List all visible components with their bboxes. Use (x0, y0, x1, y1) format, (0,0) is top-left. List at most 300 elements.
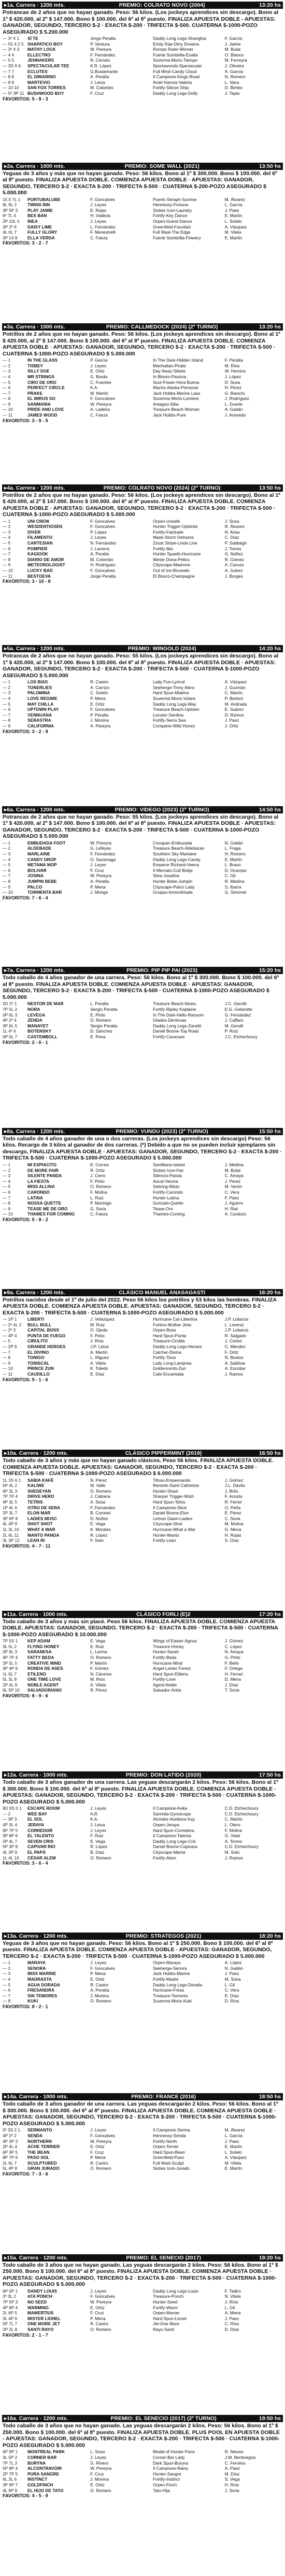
entry-pedigree: Cocapan-Embuzada (153, 840, 192, 846)
race-header (2, 2, 283, 9)
entry-jockey: F. Goncalves (90, 518, 116, 524)
entry-trainer: J. Aguirre (224, 1200, 243, 1206)
race-prize-name: PREMIO: VUNDU (2023) (2º TURNO) (116, 1128, 208, 1135)
entry-jockey: F. Goncalves (90, 2133, 116, 2138)
entry-pedigree: Locutor-Sardina (153, 712, 184, 718)
entry-previous-and-number: 1L 4º 6 (3, 1028, 16, 1034)
race-header (2, 163, 283, 170)
entry-previous-and-number: — 8 (3, 878, 11, 884)
entry-previous-and-number: 1L 4L 10 (3, 1855, 19, 1861)
entry-horse-name: NOBLE AGENT (27, 1682, 59, 1687)
entry-pedigree: Jack Hobbs-Marine Lass (153, 390, 201, 396)
entry-jockey: Sergio Peralta (90, 1023, 118, 1028)
entry-horse-name: CANDY DROP (27, 856, 56, 862)
entry-horse-name: PORTUBALUBE (27, 196, 61, 202)
entry-trainer: F. García (224, 36, 243, 41)
entry-trainer: C. Méndez (224, 1343, 246, 1349)
entry-previous-and-number: — 8 (3, 1355, 11, 1361)
entry-horse-name: PALOMINA (27, 690, 50, 696)
race-post-time: 13:20 hs (259, 2, 281, 8)
entry-trainer: E. Martín (224, 856, 243, 862)
entry-horse-name: CIRO DE ORO (27, 379, 56, 385)
entry-previous-and-number: — 4 (3, 856, 11, 862)
race-block (2, 1611, 283, 1772)
entry-trainer: A. Juárez (224, 568, 243, 574)
entry-trainer: C. Vera (224, 1189, 239, 1195)
race-conditions: Todo caballo de 3 años y más que no hayan ganado clásicos. Peso 56 kilos. FINALIZA APUESTA DOBLE. COMIENZA APUESTA DOBLE. APUESTAS: GANADOR, SEGUNDO, TERCERO $-2 · EXACTA $-200 · TRIFECTA $-500 · CUATERNA $-1000-POZO ASEGURADO $ 6.000.000 (3, 1457, 274, 1477)
entry-previous-and-number: 4P 7P 4 (3, 1654, 18, 1660)
entry-horse-name: SEVEN CRIS (27, 1838, 54, 1844)
entry-previous-and-number: 5P 8P 4 (3, 2466, 18, 2471)
entry-trainer: J. Paez (224, 207, 239, 213)
entry-jockey: N. Cáceres (90, 1671, 112, 1677)
entry-previous-and-number: — 7 (3, 1993, 11, 1998)
race-post-time: 19:20 hs (259, 2254, 281, 2261)
entry-jockey: F. Fernández (90, 1505, 116, 1510)
entry-horse-name: PUNTA DE FUEGO (27, 1333, 66, 1338)
entry-trainer: M. Álvarez (224, 196, 245, 202)
entry-jockey: F. Goncalves (90, 524, 116, 529)
entry-horse-name: MISTER LIONEL (27, 2315, 61, 2321)
entry-jockey: J. Leyes (90, 1827, 106, 1833)
entry-jockey: F. Soto (90, 1538, 104, 1543)
race-favorites: FAVORITOS: 8 - 2 - 1 (3, 2004, 48, 2009)
entry-trainer: C. Vera (224, 1987, 239, 1993)
entry-jockey: P. Mena (90, 2315, 106, 2321)
entry-horse-name: CASTEMBOLL (27, 1034, 58, 1039)
entries-table (2, 2288, 283, 2332)
entry-jockey: E. Pinto (90, 1012, 106, 1018)
entry-horse-name: BESTOEVA (27, 573, 51, 579)
entry-horse-name: KUKI (27, 1998, 38, 2004)
entry-horse-name: CAUDILLO (27, 1371, 50, 1377)
entry-jockey: F. Goncalves (90, 196, 116, 202)
entry-horse-name: BOTENSKY (27, 1028, 52, 1034)
entry-previous-and-number: 4P 2º 2 (3, 2133, 17, 2138)
entry-trainer: C.D. Etchechoury (224, 1844, 259, 1850)
entry-horse-name: RONDA DE ASES (27, 1666, 63, 1671)
entry-horse-name: SAN FOX TORRES (27, 85, 66, 91)
entry-trainer: J. Guzmán (224, 684, 246, 690)
entry-trainer: M. Gerolli (224, 1023, 244, 1028)
race-header (2, 2254, 283, 2262)
entry-horse-name: SCULPTURED (27, 2160, 57, 2166)
entry-jockey: L. Lerma (90, 1649, 107, 1655)
entry-jockey: M. Colombo (90, 85, 113, 91)
entry-horse-name: METAMA MOP (27, 862, 57, 868)
entry-trainer: H. Ríos (224, 2482, 239, 2487)
entry-previous-and-number: — 10 (3, 407, 13, 412)
entry-trainer: M. Bulat (224, 47, 241, 52)
entry-previous-and-number: 1P 4L 6 (3, 1505, 18, 1510)
race-prize-name: PREMIO: FRANCE (2016) (131, 2094, 196, 2100)
entry-horse-name: DIARIO DE AMOR (27, 556, 64, 562)
entry-pedigree: Treasure Beach-Aldebaran (153, 846, 205, 851)
entry-jockey: J. Cerro (90, 1173, 106, 1179)
entry-trainer: O. Blanco (224, 52, 244, 58)
entry-jockey: N. Fernández (90, 540, 117, 546)
entry-pedigree: Orpen-Mamer (153, 2310, 180, 2316)
entry-pedigree: Agent-Noble (153, 1682, 177, 1687)
entry-pedigree: Jet-One More (153, 2321, 179, 2327)
entry-trainer: R. Nieves (224, 2449, 244, 2455)
entry-trainer: M. Verón (224, 1184, 242, 1190)
entry-previous-and-number: — 4 4 (3, 52, 15, 58)
race-conditions: Potrillos de 2 años que no hayan ganado. Peso: 56 kilos. (Los jockeys aprendices sin descargo). Bono al 1º $ 420.000, al 2º $ 147.000. Bono $ 100.000. del 6º al 8º puesto. FINALIZA APUESTA DOBLE. COMIENZA APUESTA DOBLE · APUESTAS: GANADOR, SEGUNDO, TERCERO $-2 · EXACTA $-200 · TRIFECTA $-500 · CUATERNA $-1000-POZO ASEGURADO $ 5.000.000 (3, 492, 280, 518)
entry-horse-name: ELON MAR (27, 1510, 51, 1516)
race-block (2, 2254, 283, 2415)
entry-jockey: J. Leyes (90, 2127, 106, 2133)
entry-trainer: M. Álvarez (224, 2127, 245, 2133)
entry-jockey: M. Colombo (90, 556, 113, 562)
entry-previous-and-number: 1L 3S 6 1 (3, 1477, 21, 1483)
entry-previous-and-number: — 4 (3, 535, 11, 540)
entry-trainer: F. Ortega (224, 1666, 243, 1671)
entry-jockey: W. Pereyra (90, 401, 112, 407)
entry-pedigree: Hunter Trigger-Optimist (153, 524, 198, 529)
entry-jockey: J. Monina (90, 2477, 109, 2482)
entry-horse-name: PASO SOL (27, 2155, 50, 2160)
entry-jockey: J.P. Leiva (90, 1343, 109, 1349)
entry-previous-and-number: — 6 (3, 707, 11, 712)
entry-trainer: E. Pérez (224, 1510, 241, 1516)
entry-horse-name: SIN TEMORES (27, 1993, 58, 1998)
entry-previous-and-number: 6P 9P 1 (3, 2449, 18, 2455)
entry-jockey: P. Garcia (90, 357, 108, 363)
entry-pedigree: Orpen-Unsafe (153, 518, 180, 524)
entry-previous-and-number: — 7 (3, 1195, 11, 1200)
entry-horse-name: LATINA (27, 1195, 43, 1200)
race-header (2, 2415, 283, 2422)
entry-pedigree: Hurricane Cat-Libertina (153, 1316, 197, 1322)
entry-horse-name: MAY CHILLA (27, 701, 54, 707)
entry-trainer: A. Torres (224, 1838, 242, 1844)
entry-previous-and-number: — 3 (3, 851, 11, 856)
entry-pedigree: Tease-Oro (153, 1206, 173, 1211)
entry-jockey: E. Vega (90, 1838, 106, 1844)
entry-previous-and-number: — 1 (3, 1162, 11, 1167)
entry-pedigree: Hard Spun-Corredora (153, 1827, 194, 1833)
race-post-time: 19:50 hs (259, 2415, 281, 2422)
entry-jockey: F. Pinto (90, 1178, 105, 1184)
entry-pedigree: Il Campione-Serma (153, 2127, 190, 2133)
entry-pedigree: Il Campione-Rainy (153, 2466, 189, 2471)
race-number-distance: ▸1a. Carrera · 1200 mts. (4, 2, 65, 8)
entry-horse-name: NO SEED (27, 2299, 47, 2305)
entry-previous-and-number: 2P 5L 5 (3, 1660, 18, 1666)
entry-trainer: F. Bello (224, 1660, 239, 1666)
entry-horse-name: WESDENTIOSEN (27, 524, 63, 529)
entry-horse-name: KALIWE (27, 1483, 45, 1489)
entry-jockey: J. Monge (90, 890, 108, 895)
entry-jockey: F. Ruiz (90, 1833, 104, 1839)
entry-trainer: J. Cortez (224, 1338, 242, 1344)
entry-horse-name: VENNUANA (27, 712, 52, 718)
entry-pedigree: Day Away-Sibela (153, 368, 186, 374)
entry-jockey: A. Peralta (90, 74, 109, 80)
entry-trainer: L. Duarte (224, 401, 243, 407)
entry-pedigree: Zoust Stripe-Linda Line (153, 540, 197, 546)
entry-jockey: C. Sotelo (90, 690, 108, 696)
entry-previous-and-number: — 9 (3, 1206, 11, 1211)
entry-jockey: F. Fernández (90, 851, 116, 856)
race-favorites: FAVORITOS: 3 - 10 - 8 (3, 579, 51, 584)
entry-trainer: J.M. Bentivegna (224, 2455, 256, 2460)
entry-jockey: C. Fuentes (90, 379, 111, 385)
entry-previous-and-number: 3P 6L 3 (3, 1649, 18, 1655)
entry-jockey: Jorge Peralta (90, 36, 116, 41)
entry-trainer: C. Díaz (224, 535, 239, 540)
entry-horse-name: KEP ADAM (27, 1638, 50, 1644)
entry-trainer: N. Gaitán (224, 840, 243, 846)
entry-trainer: L. Fraga (224, 846, 241, 851)
entry-previous-and-number: 6P 3P 5 (3, 2149, 18, 2155)
entry-previous-and-number: 8P 7P 6 (3, 2155, 18, 2160)
entry-pedigree: Hunter-Latina (153, 1195, 179, 1200)
entry-horse-name: FATTY BEDA (27, 1654, 54, 1660)
entry-trainer: W. Herrera (224, 368, 246, 374)
entry-previous-and-number: 3P 6P 7 (3, 2482, 18, 2487)
entry-trainer: E. Martín (224, 2166, 243, 2171)
race-favorites: FAVORITOS: 7 - 6 - 4 (3, 895, 48, 900)
entry-trainer: C.D. Etchechoury (224, 1806, 259, 1811)
race-block (2, 163, 283, 324)
entry-pedigree: Lady Long-Lamprea (153, 1360, 192, 1366)
entry-pedigree: Daddy Long Legs-May (153, 701, 196, 707)
entry-previous-and-number: 2D 2º 1 (3, 1001, 17, 1007)
entry-horse-name: MATHY LOCK (27, 47, 56, 52)
entry-pedigree: Hard Spun-Etileno (153, 1671, 188, 1677)
entry-previous-and-number: — 6 (3, 1189, 11, 1195)
entry-jockey: A. Martín (90, 1349, 108, 1355)
entry-pedigree: Seeherge-Senora (153, 1965, 187, 1971)
entry-horse-name: LADIES MUSC (27, 1515, 58, 1521)
entry-pedigree: Daniel Boone-Elon (153, 1510, 189, 1516)
entry-horse-name: TONIGO (27, 1355, 45, 1361)
entry-previous-and-number: — 2º 3 (3, 1327, 16, 1333)
entry-previous-and-number: — 6 (3, 385, 11, 391)
entry-previous-and-number: — 3º 4 1 (3, 36, 20, 41)
entry-previous-and-number: — 1 (3, 679, 11, 685)
entry-jockey: F. Goncalves (90, 1965, 116, 1971)
entry-horse-name: LOS BIAS (27, 679, 48, 685)
entry-jockey: R. Castro (90, 2160, 109, 2166)
entry-jockey: R. Castro (90, 1982, 109, 1987)
entry-previous-and-number: — 3 (3, 1173, 11, 1179)
entry-trainer: A. García (224, 68, 243, 74)
entry-jockey: O. Romero (90, 1855, 111, 1861)
entry-horse-name: ZENDA (27, 1018, 42, 1023)
entry-jockey: F. Goncalves (90, 396, 116, 402)
entry-trainer: A. López (224, 1960, 242, 1966)
entry-pedigree: Fortify-Alem (153, 1855, 176, 1861)
entry-previous-and-number: 4L 4P 9 (3, 1521, 18, 1527)
entry-pedigree: Out of Ice-Brussels (153, 568, 190, 574)
entry-trainer: J. López (224, 374, 241, 379)
entry-previous-and-number: — 3º 4 3 (3, 47, 20, 52)
entry-horse-name: SHEDEYAN (27, 1488, 51, 1494)
race-number-distance: ▸13a. Carrera · 1200 mts. (4, 1933, 68, 1939)
entry-pedigree: Fortify-Fairtrade (153, 529, 184, 535)
entry-pedigree: Fortify-Silicon Ship (153, 85, 189, 91)
entry-pedigree: Corner-Bar Lady (153, 2455, 185, 2460)
entry-trainer: H. Rial (224, 1206, 238, 1211)
entry-horse-name: UNI CREW (27, 518, 49, 524)
entry-previous-and-number: 4L 0L 7 (3, 230, 17, 235)
entries-table (2, 519, 283, 579)
entry-previous-and-number: — 3 (3, 690, 11, 696)
entry-jockey: K. Toledo (90, 1366, 108, 1371)
entry-pedigree: Lemon Dawn-Ladies (153, 1515, 193, 1521)
entry-pedigree: Glades-Dentonas (153, 1018, 187, 1023)
entry-jockey: E. Ortiz (90, 1977, 105, 1982)
entry-trainer: O. Peña (224, 1505, 241, 1510)
entry-horse-name: NORTHERN (27, 2138, 52, 2144)
entry-trainer: J. Ríos (224, 2299, 238, 2305)
entry-pedigree: Fortify-Key Dance (153, 213, 188, 219)
entry-jockey: R. López (90, 1532, 108, 1538)
entry-jockey: W. Pereyra (90, 2299, 112, 2305)
entry-previous-and-number: 5P 7L 7 (3, 2321, 18, 2327)
entry-horse-name: ACHE TERRIER (27, 2144, 60, 2150)
entry-trainer: L. García (224, 2133, 243, 2138)
entry-previous-and-number: — 7 (3, 390, 11, 396)
entry-horse-name: SALVADORIANO (27, 1687, 62, 1693)
entry-pedigree: Mask-Storm Detrame (153, 535, 194, 540)
entry-previous-and-number: — 3D 6 6 (3, 63, 21, 68)
entry-previous-and-number: 6P 3L 3 (3, 1488, 18, 1494)
entry-previous-and-number: — 1 (3, 357, 11, 363)
entry-trainer: J. Paez (224, 1971, 239, 1977)
race-header (2, 323, 283, 331)
entry-horse-name: OTRO DE SERA (27, 1505, 61, 1510)
entry-pedigree: Hard Spun-Tetris (153, 1499, 186, 1505)
entry-previous-and-number: 6º 7L 4 (3, 213, 16, 219)
entry-trainer: D. Bimbo (224, 85, 243, 91)
entry-horse-name: AGUA DORADA (27, 1982, 60, 1987)
entry-previous-and-number: — 9 9 (3, 79, 15, 85)
race-prize-name: PREMIO: COLRATO NOVO (2024) (2º TURNO) (103, 484, 221, 491)
entry-trainer: D. Díaz (224, 2327, 239, 2332)
entry-trainer: S. Ibarra (224, 884, 241, 890)
entry-previous-and-number: 3P 6L 5 (3, 1023, 18, 1028)
entry-horse-name: FRESANDRA (27, 1987, 55, 1993)
entry-previous-and-number: — 5 5 (3, 58, 15, 63)
race-post-time: 14:20 hs (259, 646, 281, 652)
entries-table (2, 2127, 283, 2171)
entry-horse-name: THE BEAN (27, 2149, 50, 2155)
entry-jockey: L. Peralta (90, 1001, 109, 1007)
entry-pedigree: Hunter-Sarah (153, 1649, 179, 1655)
entry-horse-name: JERAYA (27, 1822, 45, 1827)
entry-horse-name: SANMANIA (27, 401, 51, 407)
entry-jockey: W. Pereyra (90, 47, 112, 52)
entry-pedigree: Il Campione-Stick (153, 1505, 187, 1510)
entry-pedigree: Hurricane-What a War (153, 1526, 196, 1532)
entry-previous-and-number: 7P 7P 4 (3, 1494, 18, 1499)
entry-jockey: F. Molina (90, 1189, 108, 1195)
entry-trainer: A. Mena (224, 2310, 241, 2316)
entry-pedigree: Thames-Coming (153, 1211, 185, 1217)
entries-table (2, 1001, 283, 1039)
entry-previous-and-number: — 2 (3, 684, 11, 690)
entry-trainer: L. Lorenzi (224, 1322, 244, 1327)
entry-horse-name: FLYING HONEY (27, 1643, 60, 1649)
entry-jockey: E. Ortiz (90, 2144, 105, 2150)
entries-table (2, 1960, 283, 2004)
race-prize-name: CLÁSICO PIPPERMINT (2019) (125, 1450, 202, 1457)
entry-horse-name: INSTINCT (27, 2477, 48, 2482)
entry-horse-name: CARTESIAN (27, 540, 53, 546)
entry-jockey: F. Cruz (90, 2310, 104, 2316)
entry-jockey: F. Gómez (90, 1666, 109, 1671)
race-favorites: FAVORITOS: 2 - 6 - 1 (3, 1039, 48, 1045)
entries-table (2, 1806, 283, 1861)
entry-pedigree: Hennessy-Fortune (153, 202, 189, 208)
entry-jockey: E. Díaz (90, 1371, 105, 1377)
entry-previous-and-number: — 3P 3 (3, 1816, 17, 1822)
entry-horse-name: DIVER (27, 529, 41, 535)
race-post-time: 17:50 hs (259, 1772, 281, 1779)
entry-jockey: M. Ríos (90, 1677, 105, 1682)
entry-horse-name: DAISY LIME (27, 224, 52, 230)
entry-trainer: T. Soria (224, 1687, 239, 1693)
entry-jockey: J. Leyes (90, 1806, 106, 1811)
entry-trainer: J. Rodríguez (224, 396, 249, 402)
entry-trainer: C. Martín (224, 690, 243, 696)
entry-previous-and-number: 5P 3P 8 (3, 1844, 18, 1850)
entry-horse-name: GRANDE HEROES (27, 1343, 66, 1349)
race-prize-name: PREMIO: COLRATO NOVO (2004) (119, 2, 205, 8)
entry-jockey: Jorge Peralta (90, 573, 116, 579)
entry-previous-and-number: — 4 (3, 374, 11, 379)
entry-jockey: F. Goncalves (90, 568, 116, 574)
entry-horse-name: TONISCAL (27, 1360, 50, 1366)
entry-trainer: L. Vaca (224, 79, 239, 85)
entry-trainer: N. Romero (224, 74, 246, 80)
entry-trainer: M. Bulat (224, 1167, 241, 1173)
entry-trainer: J. Ramos (224, 1855, 243, 1861)
entry-jockey: B. Coronel (90, 1510, 111, 1516)
entry-previous-and-number: — 9 (3, 1360, 11, 1366)
race-prize-name: PREMIO: PIP PIP PAI (2023) (126, 967, 198, 974)
entry-pedigree: Sixties Icon-Laundry (153, 207, 192, 213)
entry-trainer: G. Mena (224, 1526, 241, 1532)
entry-trainer: J.C. Etchechoury (224, 1034, 258, 1039)
entry-trainer: J. Brito (224, 1488, 238, 1494)
entry-previous-and-number: — 8 8 (3, 74, 15, 80)
entry-jockey: P. Ventura (90, 41, 110, 47)
race-conditions: Potrancas de 2 años que no hayan ganado. Peso: 55 kilos. (Los jockeys aprendices sin descargo). Bono al 1º $ 420.000, al 2º $ 147.000. Bono $ 100.000. del 6º al 8º puesto. FINALIZA APUESTA DOBLE · APUESTAS: GANADOR, SEGUNDO, TERCERO $-2 · EXACTA $-200 · TRIFECTA $-500 · CUATERNA $-1000-POZO ASEGURADO $ 5.000.000 (3, 813, 279, 840)
entry-trainer: D. Ocampo (224, 867, 247, 873)
entry-jockey: A. Ladeira (90, 407, 110, 412)
entry-previous-and-number: — 1 (3, 518, 11, 524)
entry-trainer: C. Ríos (224, 2321, 239, 2327)
race-block (2, 2, 283, 163)
race-block (2, 645, 283, 806)
entry-jockey: F. Cruz (90, 2471, 104, 2477)
race-post-time: 15:50 hs (259, 1128, 281, 1135)
entry-previous-and-number: — 4 (3, 1178, 11, 1184)
entry-jockey: E. Ortiz (90, 2482, 105, 2487)
race-prize-name: PREMIO: EL SENECIO (2017) (126, 2254, 201, 2261)
entry-pedigree: Suverma Moris-Kuki (153, 1998, 192, 2004)
entry-previous-and-number: 3L 5P 2 (3, 2455, 18, 2460)
entry-horse-name: MANTO PANDA (27, 1532, 60, 1538)
race-post-time: 16:20 hs (259, 1289, 281, 1296)
entries-table (2, 840, 283, 895)
race-number-distance: ▸3a. Carrera · 1000 mts. (4, 324, 65, 331)
